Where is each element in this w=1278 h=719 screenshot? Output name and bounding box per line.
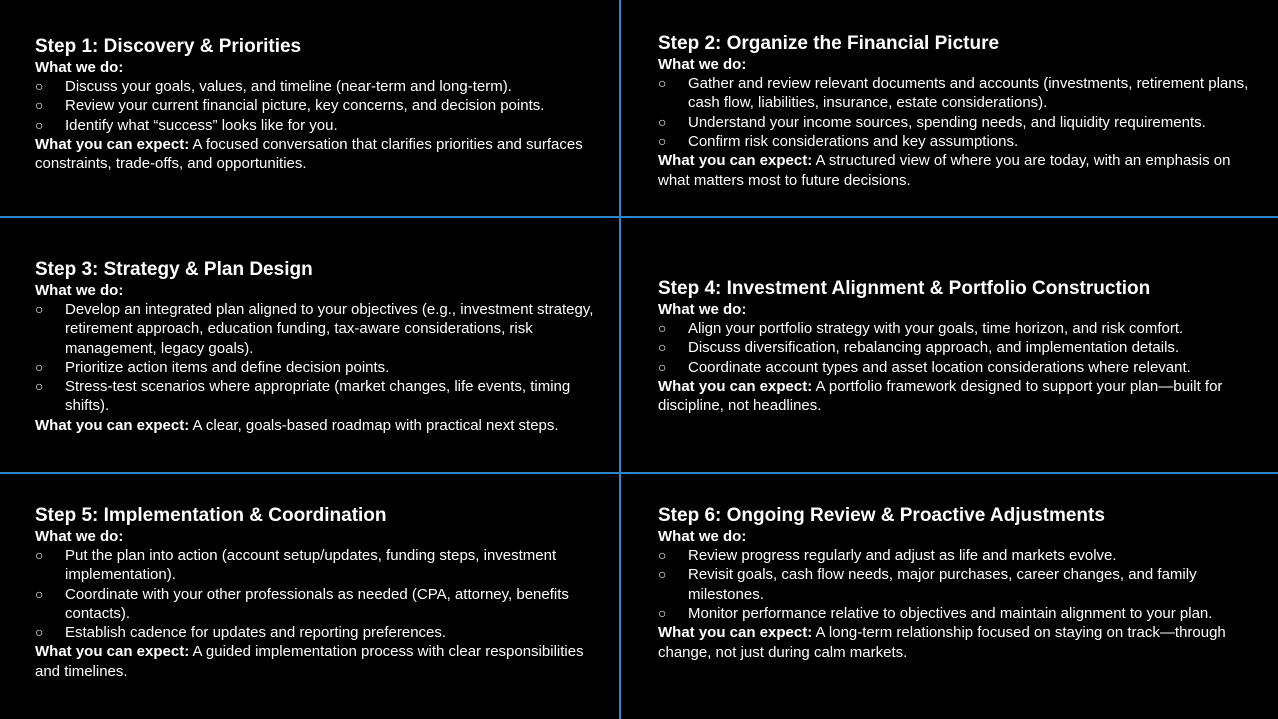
bullet-icon: ○ <box>658 566 667 583</box>
step-list <box>35 77 610 135</box>
bullet-icon: ○ <box>35 585 44 602</box>
list-item: ○ Align your portfolio strategy with your goals, time horizon, and risk comfort. <box>658 320 1184 337</box>
list-item: ○ Coordinate account types and asset location considerations where relevant. <box>658 358 1191 376</box>
what-we-do-label: What we do: <box>35 528 124 545</box>
list-item: ○ Confirm risk considerations and key assumptions. <box>658 132 1019 150</box>
list-item: ○ Coordinate with your other professionals as needed (CPA, attorney, benefits contacts). <box>35 585 569 622</box>
horizontal-divider-top <box>0 216 1278 218</box>
list-item: ○ Gather and review relevant documents and accounts (investments, retirement plans, cash flow, liabilities, insurance, estate considerations). <box>658 75 1249 112</box>
expectation-text: What you can expect: A portfolio framework designed to support your plan—built for discipline, not headlines. <box>658 377 1223 415</box>
step-3-section <box>35 259 610 435</box>
step-2-section <box>658 33 1258 190</box>
what-we-do-label: What we do: <box>658 528 747 545</box>
bullet-icon: ○ <box>658 113 667 130</box>
step-list <box>658 319 1258 377</box>
vertical-divider <box>619 0 621 719</box>
expectation-text: What you can expect: A guided implementation process with clear responsibilities and timelines. <box>35 643 584 680</box>
bullet-icon: ○ <box>658 339 667 356</box>
bullet-icon: ○ <box>658 75 667 91</box>
list-item: ○ Discuss your goals, values, and timeline (near-term and long-term). <box>35 78 512 95</box>
list-item: ○ Put the plan into action (account setup/updates, funding steps, investment implementation). <box>35 547 557 584</box>
list-item: ○ Establish cadence for updates and reporting preferences. <box>35 624 447 642</box>
what-we-do-label: What we do: <box>35 282 124 299</box>
expectation-text: What you can expect: A focused conversation that clarifies priorities and surfaces constraints, trade-offs, and opportunities. <box>35 135 583 173</box>
bullet-icon: ○ <box>658 358 667 375</box>
list-item: ○ Identify what “success” looks like for you. <box>35 116 338 134</box>
list-item: ○ Review progress regularly and adjust as life and markets evolve. <box>658 547 1117 564</box>
list-item: ○ Understand your income sources, spending needs, and liquidity requirements. <box>658 113 1206 131</box>
bullet-icon: ○ <box>35 624 44 641</box>
bullet-icon: ○ <box>35 116 44 133</box>
bullet-icon: ○ <box>35 378 44 395</box>
step-title: Step 1: Discovery & Priorities <box>35 36 302 57</box>
step-title: Step 6: Ongoing Review & Proactive Adjustments <box>658 505 1105 526</box>
list-item: ○ Revisit goals, cash flow needs, major purchases, career changes, and family milestones. <box>658 566 1197 603</box>
what-we-do-label: What we do: <box>658 301 747 318</box>
step-title: Step 3: Strategy & Plan Design <box>35 259 313 280</box>
bullet-icon: ○ <box>658 320 667 336</box>
bullet-icon: ○ <box>35 358 44 375</box>
expectation-text: What you can expect: A structured view of where you are today, with an emphasis on what matters most to future decisions. <box>658 152 1231 189</box>
list-item: ○ Discuss diversification, rebalancing approach, and implementation details. <box>658 339 1180 357</box>
step-title: Step 2: Organize the Financial Picture <box>658 33 1000 54</box>
bullet-icon: ○ <box>35 97 44 114</box>
step-list <box>35 546 610 642</box>
step-1-section <box>35 36 610 174</box>
expectation-text: What you can expect: A clear, goals-based roadmap with practical next steps. <box>35 416 559 434</box>
horizontal-divider-bottom <box>0 472 1278 474</box>
bullet-icon: ○ <box>35 547 44 563</box>
step-6-section <box>658 505 1258 662</box>
expectation-text: What you can expect: A long-term relationship focused on staying on track—through change, not just during calm markets. <box>658 624 1226 661</box>
list-item: ○ Prioritize action items and define decision points. <box>35 358 390 376</box>
what-we-do-label: What we do: <box>658 56 747 73</box>
step-title: Step 5: Implementation & Coordination <box>35 505 387 526</box>
list-item: ○ Monitor performance relative to objectives and maintain alignment to your plan. <box>658 604 1213 622</box>
bullet-icon: ○ <box>658 604 667 621</box>
list-item: ○ Develop an integrated plan aligned to your objectives (e.g., investment strategy, retirement approach, education funding, tax-aware considerations, risk management, legacy goals). <box>35 301 594 357</box>
what-we-do-label: What we do: <box>35 59 124 76</box>
bullet-icon: ○ <box>658 132 667 149</box>
step-list <box>658 74 1258 151</box>
list-item: ○ Stress-test scenarios where appropriate (market changes, life events, timing shifts). <box>35 378 571 415</box>
list-item: ○ Review your current financial picture, key concerns, and decision points. <box>35 97 545 115</box>
bullet-icon: ○ <box>35 301 44 317</box>
bullet-icon: ○ <box>35 78 44 94</box>
step-title: Step 4: Investment Alignment & Portfolio Construction <box>658 278 1151 299</box>
step-list <box>658 546 1258 623</box>
step-5-section <box>35 505 610 681</box>
bullet-icon: ○ <box>658 547 667 563</box>
step-list <box>35 300 610 416</box>
step-4-section <box>658 278 1258 416</box>
